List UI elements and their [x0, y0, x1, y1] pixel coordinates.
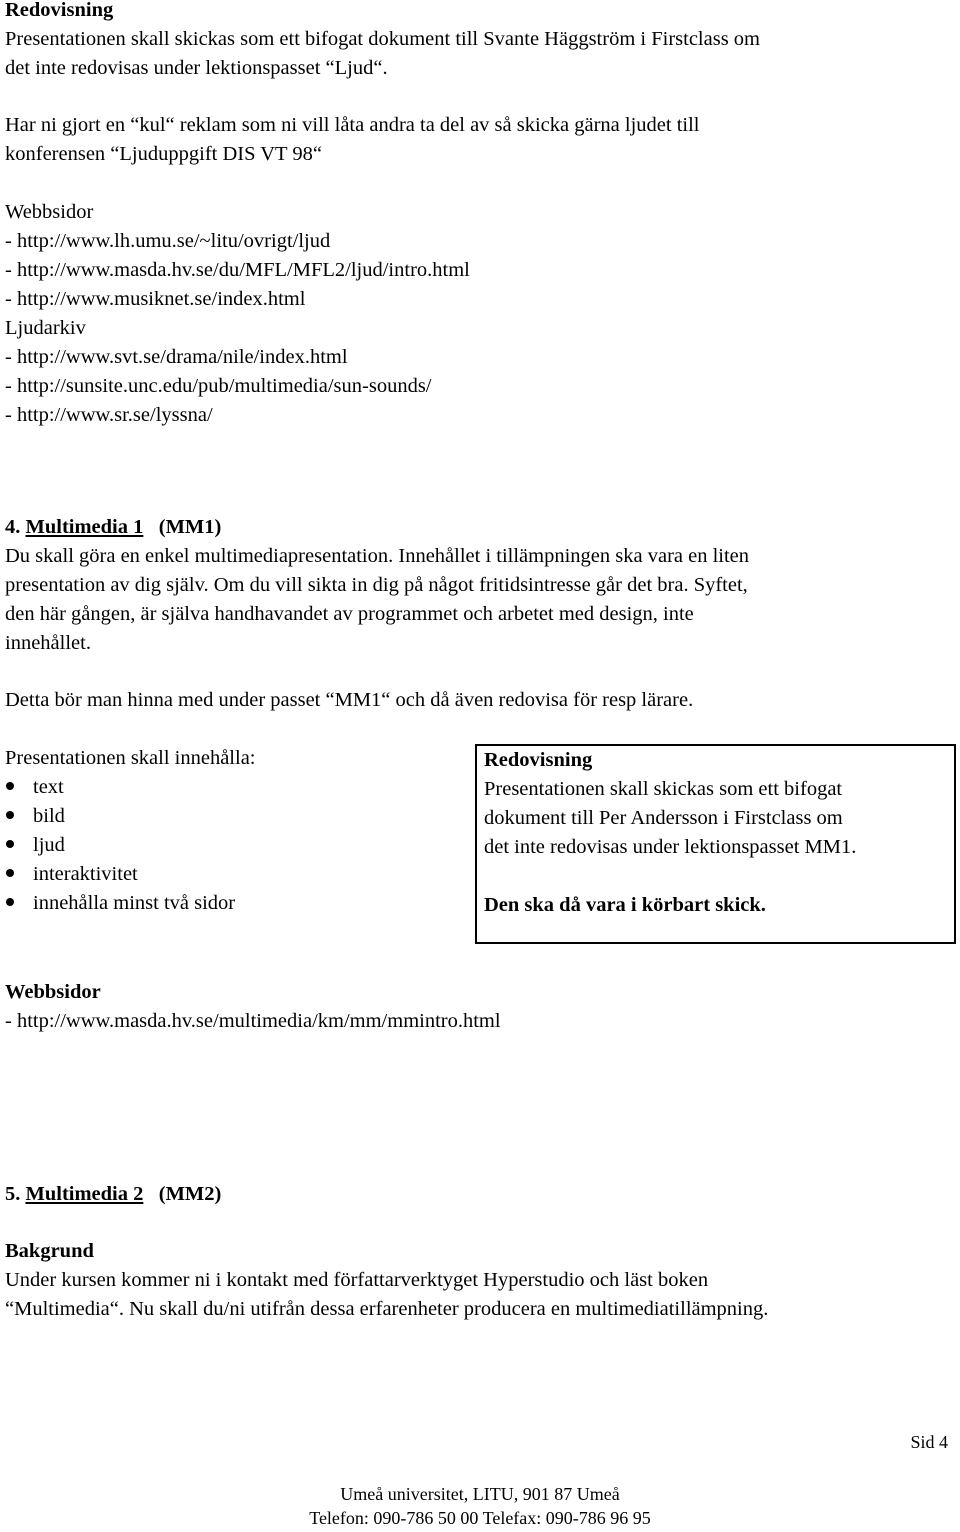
bullet-icon — [6, 811, 14, 819]
bullet-icon — [6, 869, 14, 877]
box-emphasis: Den ska då vara i körbart skick. — [484, 894, 766, 916]
webbsidor-label: Webbsidor — [5, 201, 94, 223]
web-link[interactable]: - http://www.lh.umu.se/~litu/ovrigt/ljud — [5, 230, 331, 252]
section-number: 4. — [5, 516, 21, 538]
mm1-body-line: den här gången, är själva handhavandet av programmet och arbetet med design, inte — [5, 603, 694, 625]
redovisning-text-line: det inte redovisas under lektionspasset “Ljud“. — [5, 57, 388, 79]
mm1-links — [5, 978, 501, 1036]
list-item: innehålla minst två sidor — [5, 889, 255, 918]
redovisning-heading: Redovisning — [5, 0, 114, 21]
redovisning-section-top — [5, 0, 760, 83]
mm1-note-text: Detta bör man hinna med under passet “MM1“ och då även redovisa för resp lärare. — [5, 689, 694, 711]
mm1-body-line: innehållet. — [5, 632, 91, 654]
list-item: interaktivitet — [5, 860, 255, 889]
box-line: dokument till Per Andersson i Firstclass om — [484, 807, 843, 829]
sound-ad-paragraph — [5, 111, 700, 169]
spacer — [484, 862, 954, 891]
list-item: text — [5, 773, 255, 802]
bullet-icon — [6, 840, 14, 848]
mm1-body-line: Du skall göra en enkel multimediapresentation. Innehållet i tillämpningen ska vara en liten — [5, 545, 750, 567]
box-line: det inte redovisas under lektionspasset MM1. — [484, 836, 857, 858]
web-link[interactable]: - http://www.musiknet.se/index.html — [5, 288, 306, 310]
footer-address: Umeå universitet, LITU, 901 87 Umeå — [340, 1484, 620, 1504]
redovisning-box — [475, 744, 956, 944]
mm2-section — [5, 1180, 221, 1209]
mm2-bakgrund — [5, 1237, 768, 1324]
section-title: Multimedia 2 — [25, 1183, 144, 1205]
mm2-body-line: Under kursen kommer ni i kontakt med författarverktyget Hyperstudio och läst boken — [5, 1269, 709, 1291]
page-number: Sid 4 — [910, 1432, 948, 1452]
web-link[interactable]: - http://www.masda.hv.se/du/MFL/MFL2/ljud/intro.html — [5, 259, 470, 281]
mm1-note — [5, 686, 693, 715]
mm1-body-line: presentation av dig själv. Om du vill sikta in dig på något fritidsintresse går det bra. Syftet, — [5, 574, 748, 596]
box-line: Presentationen skall skickas som ett bifogat — [484, 778, 843, 800]
section-title: Multimedia 1 — [25, 516, 144, 538]
mm1-section — [5, 513, 749, 658]
links-section-top — [5, 198, 470, 430]
section-code: (MM1) — [158, 516, 222, 538]
web-link[interactable]: - http://www.masda.hv.se/multimedia/km/mm/mmintro.html — [5, 1010, 501, 1032]
redovisning-text-line: Presentationen skall skickas som ett bifogat dokument till Svante Häggström i Firstclass om — [5, 28, 760, 50]
audio-archive-link[interactable]: - http://sunsite.unc.edu/pub/multimedia/sun-sounds/ — [5, 375, 432, 397]
list-item: ljud — [5, 831, 255, 860]
contents-label: Presentationen skall innehålla: — [5, 747, 256, 769]
ljudarkiv-label: Ljudarkiv — [5, 317, 86, 339]
paragraph-line: Har ni gjort en “kul“ reklam som ni vill låta andra ta del av så skicka gärna ljudet till — [5, 114, 700, 136]
bakgrund-label: Bakgrund — [5, 1240, 94, 1262]
box-heading: Redovisning — [484, 749, 593, 771]
audio-archive-link[interactable]: - http://www.sr.se/lyssna/ — [5, 404, 213, 426]
list-item: bild — [5, 802, 255, 831]
mm2-body-line: “Multimedia“. Nu skall du/ni utifrån dessa erfarenheter producera en multimediatillämpning. — [5, 1298, 769, 1320]
audio-archive-link[interactable]: - http://www.svt.se/drama/nile/index.html — [5, 346, 348, 368]
contents-list — [5, 773, 255, 918]
footer-phone: Telefon: 090-786 50 00 Telefax: 090-786 96 95 — [309, 1508, 651, 1528]
section-number: 5. — [5, 1183, 21, 1205]
paragraph-line: konferensen “Ljuduppgift DIS VT 98“ — [5, 143, 322, 165]
mm1-contents — [5, 744, 255, 918]
mm1-heading — [5, 513, 749, 542]
mm2-heading — [5, 1180, 221, 1209]
bullet-icon — [6, 782, 14, 790]
bullet-icon — [6, 898, 14, 906]
webbsidor-label: Webbsidor — [5, 981, 101, 1003]
section-code: (MM2) — [158, 1183, 222, 1205]
